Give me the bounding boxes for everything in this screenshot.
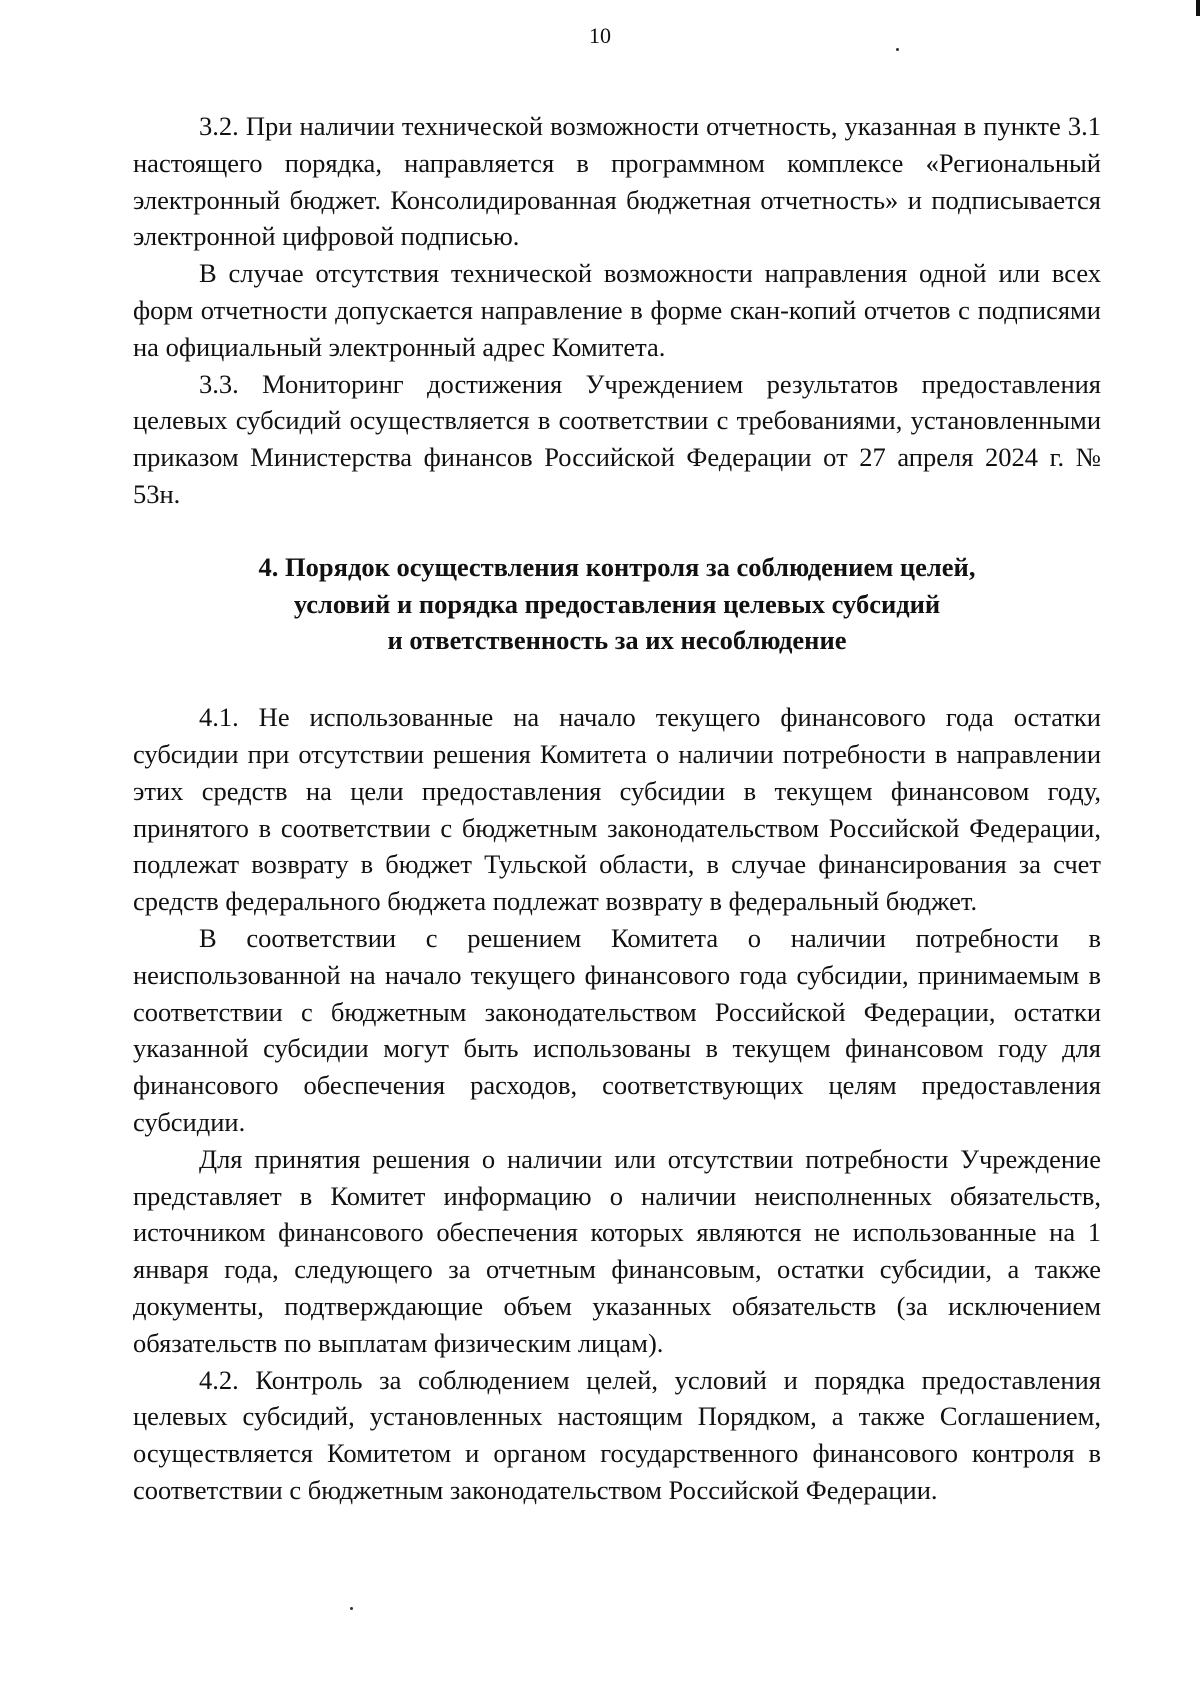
paragraph-4-2: 4.2. Контроль за соблюдением целей, условий и порядка предоставления целевых субсидий, установленных настоящим Порядком, а также Соглашением, осуществляется Комитетом и органом государственного финансового контроля в соответствии с бюджетным законодательством Российской Федерации.: [133, 1364, 1101, 1505]
section-heading-line: условий и порядка предоставления целевых субсидий: [293, 588, 941, 619]
paragraph-3-2-continuation: В случае отсутствия технической возможности направления одной или всех форм отчетности допускается направление в форме скан-копий отчетов с подписями на официальный электронный адрес Комитета.: [133, 258, 1101, 362]
section-heading-line: и ответственность за их несоблюдение: [387, 625, 847, 656]
paragraph-4-1-continuation: В соответствии с решением Комитета о наличии потребности в неиспользованной на начало текущего финансового года субсидии, принимаемым в соответствии с бюджетным законодательством Российской Федерации, остатки указанной субсидии могут быть использованы в текущем финансовом году для финансового обеспечения расходов, соответствующих целям предоставления субсидии.: [133, 922, 1101, 1137]
section-heading-line: 4. Порядок осуществления контроля за соблюдением целей,: [258, 551, 976, 582]
document-body: [133, 108, 1101, 1509]
page-number: 10: [589, 23, 611, 48]
paragraph-3-3: 3.3. Мониторинг достижения Учреждением результатов предоставления целевых субсидий осуществляется в соответствии с требованиями, установленными приказом Министерства финансов Российской Федерации от 27 апреля 2024 г. № 53н.: [133, 368, 1101, 509]
scan-speck: [350, 1607, 353, 1610]
scan-edge-mark: [1196, 0, 1200, 16]
section-4-heading: [133, 549, 1101, 659]
paragraph-4-1-decision: Для принятия решения о наличии или отсутствии потребности Учреждение представляет в Комитет информацию о наличии неисполненных обязательств, источником финансового обеспечения которых являются не использованные на 1 января года, следующего за отчетным финансовым, остатки субсидии, а также документы, подтверждающие объем указанных обязательств (за исключением обязательств по выплатам физическим лицам).: [133, 1143, 1101, 1358]
paragraph-4-1: 4.1. Не использованные на начало текущего финансового года остатки субсидии при отсутствии решения Комитета о наличии потребности в направлении этих средств на цели предоставления субсидии в текущем финансовом году, принятого в соответствии с бюджетным законодательством Российской Федерации, подлежат возврату в бюджет Тульской области, в случае финансирования за счет средств федерального бюджета подлежат возврату в федеральный бюджет.: [133, 702, 1101, 917]
paragraph-3-2: 3.2. При наличии технической возможности отчетность, указанная в пункте 3.1 настоящего порядка, направляется в программном комплексе «Региональный электронный бюджет. Консолидированная бюджетная отчетность» и подписывается электронной цифровой подписью.: [133, 111, 1101, 252]
